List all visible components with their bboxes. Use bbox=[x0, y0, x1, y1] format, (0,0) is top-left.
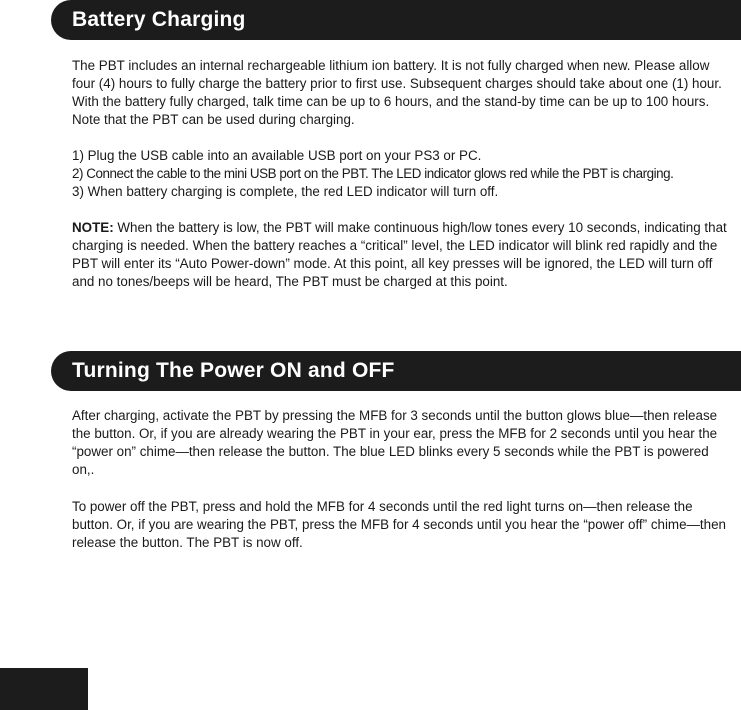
battery-charging-header bbox=[51, 0, 741, 40]
note-text: When the battery is low, the PBT will make continuous high/low tones every 10 seconds, indicating that charging is needed. When the battery reaches a “critical” level, the LED indicator will blink red rapidly and the PBT will enter its “Auto Power-down” mode. At this point, all key presses will be ignored, the LED will turn off and no tones/beeps will be heard, The PBT must be charged at this point. bbox=[72, 220, 727, 289]
charging-step-1: 1) Plug the USB cable into an available USB port on your PS3 or PC. bbox=[72, 148, 482, 163]
low-battery-note bbox=[72, 219, 732, 291]
battery-charging-title: Battery Charging bbox=[72, 8, 246, 31]
power-off-text: To power off the PBT, press and hold the MFB for 4 seconds until the red light turns on—then release the button. Or, if you are wearing the PBT, press the MFB for 4 seconds until you hear the “power off” chime—then release the button. The PBT is now off. bbox=[72, 499, 726, 550]
note-label: NOTE: bbox=[72, 220, 114, 235]
battery-intro-text: The PBT includes an internal rechargeable lithium ion battery. It is not fully charged when new. Please allow four (4) hours to fully charge the battery prior to first use. Subsequent charges should take about one (1) hour. With the battery fully charged, talk time can be up to 6 hours, and the stand-by time can be up to 100 hours. Note that the PBT can be used during charging. bbox=[72, 58, 722, 127]
charging-steps-list bbox=[72, 147, 732, 201]
power-off-paragraph bbox=[72, 498, 732, 552]
low-battery-note-paragraph bbox=[72, 219, 732, 291]
power-on-off-header bbox=[51, 351, 741, 391]
page-corner-tab bbox=[0, 668, 88, 710]
power-on-text: After charging, activate the PBT by pressing the MFB for 3 seconds until the button glows blue—then release the button. Or, if you are already wearing the PBT in your ear, press the MFB for 2 seconds until you hear the “power on” chime—then release the button. The blue LED blinks every 5 seconds while the PBT is powered on,. bbox=[72, 408, 718, 477]
power-on-paragraph bbox=[72, 407, 732, 479]
charging-step-3: 3) When battery charging is complete, the red LED indicator will turn off. bbox=[72, 184, 499, 199]
power-on-off-title: Turning The Power ON and OFF bbox=[72, 359, 395, 382]
battery-intro-paragraph bbox=[72, 57, 732, 129]
charging-step-2: 2) Connect the cable to the mini USB port on the PBT. The LED indicator glows red while the PBT is charging. bbox=[72, 166, 674, 181]
